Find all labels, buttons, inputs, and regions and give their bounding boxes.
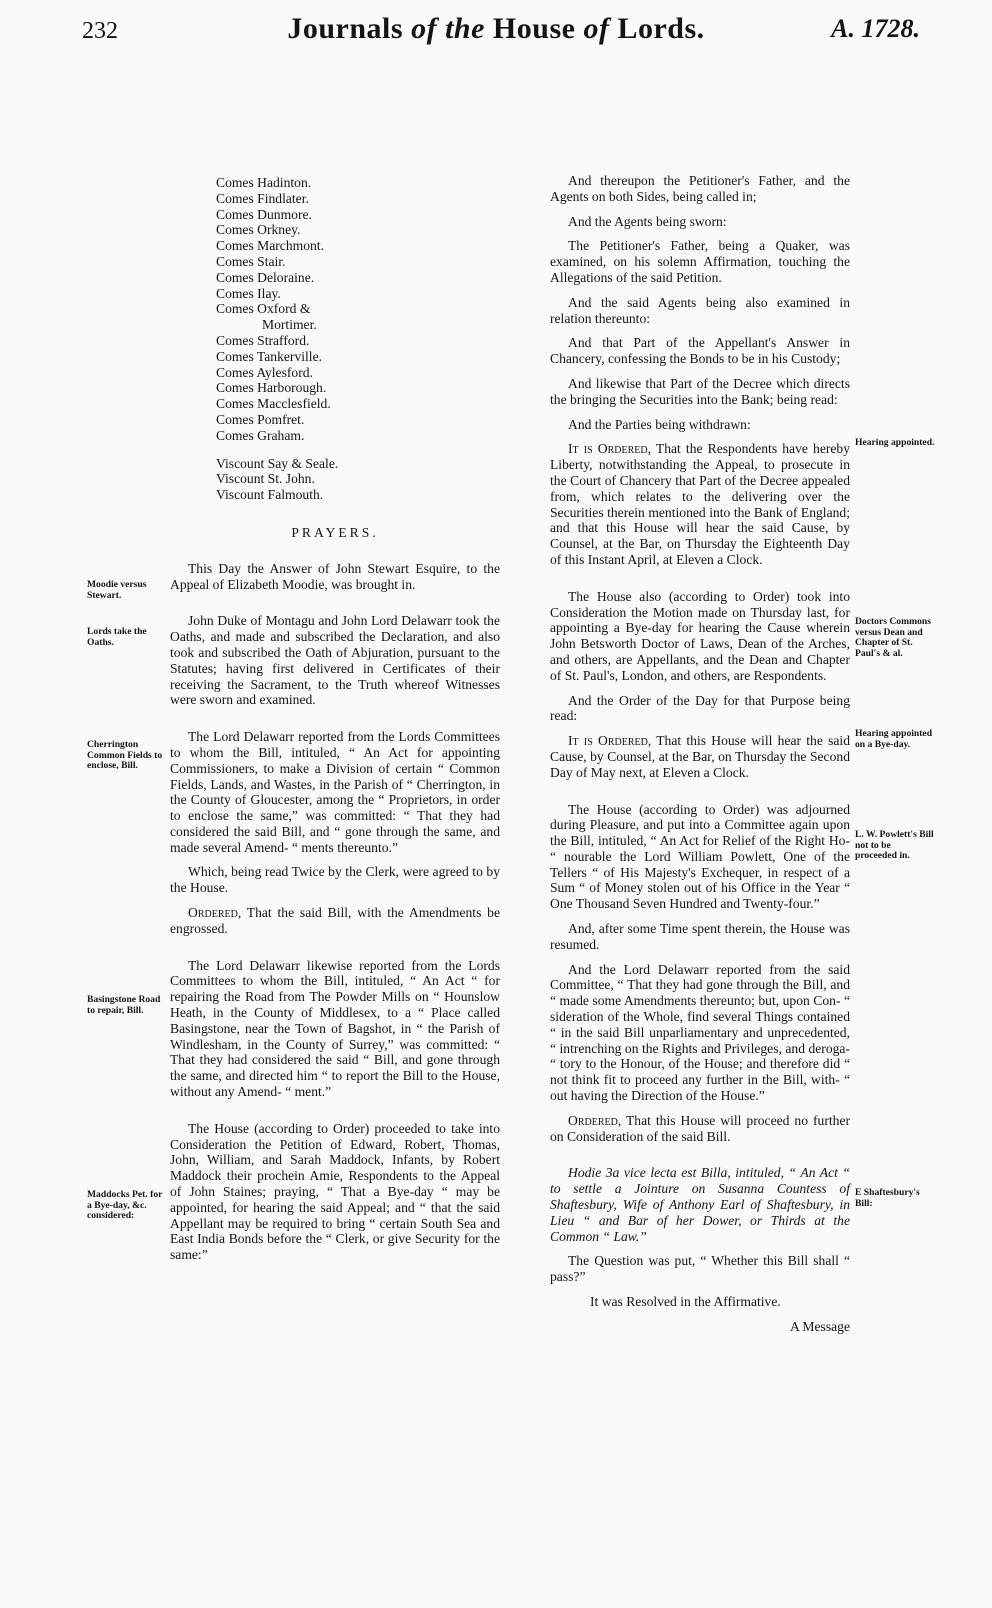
- lords-list-vicecomites: [216, 456, 500, 503]
- entry-powlett-report: And the Lord Delawarr reported from the said Committee, “ That they had gone through the Bill, and “ made some Amendments thereunto; but, upon Con- “ sideration of the Whole, find several Things contained “ in the said Bill unparliamentary and unprecedented, “ intrenching on the Rights and Privileges, and deroga- “ tory to the Honour, of the House; and therefore did “ not think fit to proceed any further in the Bill, with- “ out having the Direction of the House.”: [550, 961, 850, 1104]
- title-word: of: [411, 12, 438, 45]
- margin-note-maddocks: Maddocks Pet. for a Bye-day, &c. considered:: [87, 1189, 163, 1221]
- entry-question: The Question was put, “ Whether this Bill shall “ pass?”: [550, 1253, 850, 1285]
- entry-withdrawn: And the Parties being withdrawn:: [568, 416, 751, 432]
- prayers-heading: PRAYERS.: [291, 524, 379, 540]
- lord: Comes Tankerville.: [216, 348, 323, 364]
- page-header: [0, 0, 992, 64]
- lords-list-comites: [216, 175, 500, 444]
- entry-powlett-committee: The House (according to Order) was adjourned during Pleasure, and put into a Committee again upon the Bill, intituled, “ An Act for Relief of the Right Ho- “ nourable the Lord William Powlett, One of the Tellers “ of His Majesty's Exchequer, in respect of a Sum “ of Money stolen out of his Office in the Year “ One Thousand Seven Hundred and Twenty-four.”: [550, 801, 850, 912]
- entry-called-in: And thereupon the Petitioner's Father, and the Agents on both Sides, being called in;: [550, 173, 850, 204]
- entry-doctors-commons: The House also (according to Order) took into Consideration the Motion made on Thursday last, for appointing a Bye-day for hearing the Cause wherein John Betsworth Doctor of Laws, Dean of the Arches, and others, are Appellants, and the Dean and Chapter of St. Paul's, London, and others, are Respondents.: [550, 588, 850, 683]
- lord: Viscount Falmouth.: [216, 487, 324, 503]
- margin-note-moodie: Moodie versus Stewart.: [87, 579, 147, 601]
- entry-resumed: And, after some Time spent therein, the House was resumed.: [550, 921, 850, 952]
- entry-cherrington-order: [170, 905, 500, 937]
- entry-powlett-order: [550, 1113, 850, 1145]
- entry-shaftesbury-bill: Hodie 3a vice lecta est Billa, intituled, “ An Act “ to settle a Jointure on Susanna Countess of Shaftesbury, Wife of Anthony Earl of Shaftesbury, in Lieu “ and Bar of her Dower, or Thirds at the Common “ Law.”: [550, 1165, 850, 1244]
- entry-cherrington-report: The Lord Delawarr reported from the Lords Committees to whom the Bill, intituled, “ An Act for appointing Commissioners, to make a Division of certain “ Common Fields, Lands, and Wastes, in the Parish of “ Cherrington, in the County of Gloucester, among the “ Proprietors, in order to enclose the same,” was committed: “ That they had considered the said Bill, and “ gone through the same, and made several Amend- “ ments thereunto.”: [170, 729, 500, 855]
- lord: Comes Hadinton.: [216, 175, 312, 190]
- ordered-text: That the Respondents have hereby Liberty, notwithstanding the Appeal, to prosecute in the Court of Chancery that Part of the Decree appealed from, which relates to the delivering over the Securities therein mentioned into the Bank of England; and that this House will hear the said Cause, by Counsel, at the Bar, on Thursday the Eighteenth Day of this Instant April, at Eleven a Clock.: [550, 441, 851, 567]
- catchword: A Message: [789, 1318, 850, 1334]
- lord: Comes Aylesford.: [216, 364, 313, 380]
- lord: Comes Stair.: [216, 253, 286, 269]
- lord: Comes Pomfret.: [216, 411, 305, 427]
- entry-order-of-day: And the Order of the Day for that Purpose being read:: [550, 692, 850, 724]
- lord: Comes Dunmore.: [216, 206, 312, 222]
- title-word: of: [583, 12, 610, 45]
- lord: Comes Findlater.: [216, 190, 309, 206]
- entry-basingstone: The Lord Delawarr likewise reported from the Lords Committees to whom the Bill, intituled, “ An Act “ for repairing the Road from The Powder Mills on “ Hounslow Heath, in the County of Middlesex, to a “ Place called Basingstone, near the Town of Bagshot, in “ the Parish of Windlesham, in the County of Surrey,” was committed: “ That they had considered the said “ Bill, and gone through the same, and directed him “ to report the Bill to the House, without any Amend- “ ment.”: [170, 957, 500, 1100]
- year: A. 1728.: [831, 14, 920, 43]
- lord: Comes Oxford &: [216, 301, 311, 317]
- margin-note-doctors-commons: Doctors Commons versus Dean and Chapter of St. Paul's & al.: [855, 616, 931, 659]
- title-word: the: [445, 12, 485, 45]
- lord: Viscount Say & Seale.: [216, 455, 339, 471]
- title-word: Journals: [287, 12, 404, 45]
- lord: Comes Orkney.: [216, 222, 301, 238]
- lord: Mortimer.: [262, 317, 317, 333]
- entry-quaker: The Petitioner's Father, being a Quaker, was examined, on his solemn Affirmation, touching the Allegations of the said Petition.: [550, 238, 850, 285]
- entry-order-bye-day: [550, 733, 850, 780]
- margin-note-powlett: L. W. Powlett's Bill not to be proceeded in.: [855, 829, 934, 861]
- margin-note-oaths: Lords take the Oaths.: [87, 626, 147, 648]
- entry-order-hearing: [550, 441, 850, 567]
- lord: Comes Deloraine.: [216, 269, 315, 285]
- entry-answer-chancery: And that Part of the Appellant's Answer in Chancery, confessing the Bonds to be in his Custody;: [550, 335, 850, 367]
- title-word: House: [492, 12, 576, 45]
- ordered-text: That the said Bill, with the Amendments be engrossed.: [170, 905, 501, 936]
- lord: Comes Marchmont.: [216, 238, 324, 254]
- ordered-text: That this House will hear the said Cause, by Counsel, at the Bar, on Thursday the Second Day of May next, at Eleven a Clock.: [550, 733, 850, 780]
- lord: Comes Macclesfield.: [216, 396, 331, 412]
- entry-cherrington-agreed: Which, being read Twice by the Clerk, were agreed to by the House.: [170, 864, 500, 896]
- margin-note-shaftesbury: E Shaftesbury's Bill:: [855, 1187, 920, 1209]
- entry-oaths: John Duke of Montagu and John Lord Delawarr took the Oaths, and made and subscribed the Declaration, and also took and subscribed the Oath of Abjuration, pursuant to the Statutes; having first delivered in Certificates of their receiving the Sacrament, to the Truth whereof Witnesses were sworn and examined.: [170, 613, 500, 708]
- left-column: [170, 175, 500, 1272]
- ordered-lead: Ordered,: [568, 1112, 622, 1128]
- page-number: 232: [82, 18, 118, 44]
- entry-moodie: This Day the Answer of John Stewart Esquire, to the Appeal of Elizabeth Moodie, was brought in.: [170, 560, 500, 592]
- entry-maddocks: The House (according to Order) proceeded to take into Consideration the Petition of Edward, Robert, Thomas, John, William, and Sarah Maddock, Infants, by Robert Maddock their prochein Amie, Respondents to the Appeal of John Staines; praying, “ That a Bye-day “ may be appointed, for hearing the said Appeal; and “ that the said Appellant may be required to bring “ certain South Sea and East India Bonds before the “ Clerk, or give Security for the same:”: [170, 1120, 500, 1263]
- entry-agents-examined: And the said Agents being also examined in relation thereunto:: [550, 294, 850, 326]
- margin-note-hearing-appointed: Hearing appointed.: [855, 437, 935, 448]
- ordered-text: That this House will proceed no further on Consideration of the said Bill.: [550, 1112, 851, 1144]
- ordered-lead: It is Ordered,: [568, 441, 651, 457]
- ordered-lead: It is Ordered,: [568, 733, 652, 749]
- lord: Comes Harborough.: [216, 380, 327, 396]
- lord: Viscount St. John.: [216, 471, 315, 487]
- lord: Comes Ilay.: [216, 285, 281, 301]
- margin-note-bye-day: Hearing appointed on a Bye-day.: [855, 728, 933, 750]
- right-column: [550, 173, 850, 1335]
- lord: Comes Strafford.: [216, 332, 310, 348]
- entry-decree: And likewise that Part of the Decree which directs the bringing the Securities into the Bank; being read:: [550, 375, 850, 407]
- margin-note-basingstone: Basingstone Road to repair, Bill.: [87, 994, 161, 1016]
- title-word: Lords.: [617, 12, 705, 45]
- ordered-lead: Ordered,: [188, 905, 242, 921]
- entry-sworn: And the Agents being sworn:: [568, 213, 727, 229]
- margin-note-cherrington: Cherrington Common Fields to enclose, Bill.: [87, 739, 163, 771]
- entry-resolved: It was Resolved in the Affirmative.: [590, 1294, 781, 1310]
- lord: Comes Graham.: [216, 427, 305, 443]
